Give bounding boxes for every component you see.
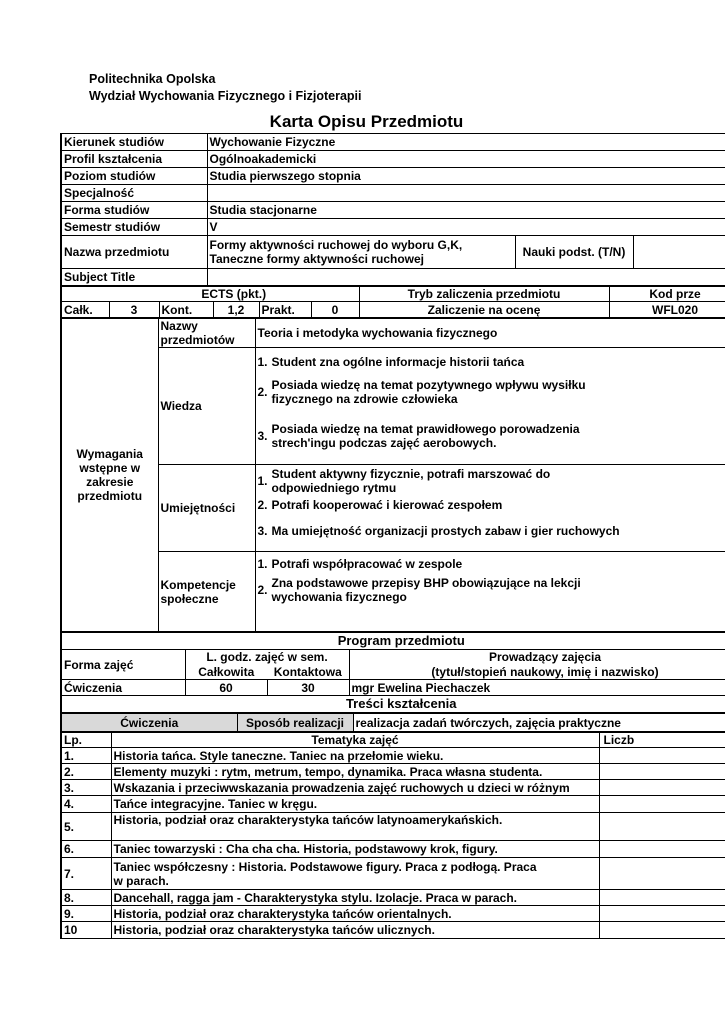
table-row: 3. Wskazania i przeciwwskazania prowadzenia zajęć ruchowych u dzieci w różnym bbox=[61, 780, 725, 796]
table-row: 5. Historia, podział oraz charakterystyka tańców latynoamerykańskich. bbox=[61, 813, 725, 841]
semestr-label: Semestr studiów bbox=[61, 219, 207, 236]
kompetencje-label: Kompetencje społeczne bbox=[158, 552, 255, 632]
calkowita-label: Całkowita bbox=[185, 665, 267, 680]
wiedza-item: 3. Posiada wiedzę na temat prawidłowego porowadzenia strech'ingu podczas zajęć aerobowych. bbox=[257, 422, 580, 450]
wymagania-label: Wymagania wstępne w zakresie przedmiotu bbox=[61, 319, 158, 632]
university-name: Politechnika Opolska bbox=[89, 72, 216, 86]
row-forma: Ćwiczenia bbox=[61, 680, 185, 696]
specjalnosc-value bbox=[207, 185, 725, 202]
requirements-table bbox=[60, 318, 725, 632]
sposob-table bbox=[60, 713, 725, 732]
kont-value: 1,2 bbox=[213, 302, 259, 318]
semestr-value: V bbox=[207, 219, 725, 236]
nazwa-przedmiotu-label: Nazwa przedmiotu bbox=[61, 236, 207, 269]
cwiczenia-label: Ćwiczenia bbox=[61, 714, 237, 732]
ects-table bbox=[60, 286, 725, 318]
nauki-podst-label: Nauki podst. (T/N) bbox=[515, 236, 633, 269]
table-row: 7. Taniec współczesny : Historia. Podstawowe figury. Praca z podłogą. Praca w parach. bbox=[61, 858, 725, 890]
info-table bbox=[60, 133, 725, 286]
lp-label: Lp. bbox=[61, 733, 111, 748]
nauki-podst-value bbox=[633, 236, 725, 269]
umiejetnosci-label: Umiejętności bbox=[158, 465, 255, 552]
prakt-label: Prakt. bbox=[259, 302, 311, 318]
row-calkowita: 60 bbox=[185, 680, 267, 696]
kod-przedmiotu-label: Kod prze bbox=[609, 287, 725, 302]
poziom-label: Poziom studiów bbox=[61, 168, 207, 185]
table-row: 10 Historia, podział oraz charakterystyka tańców ulicznych. bbox=[61, 922, 725, 939]
tematyka-label: Tematyka zajęć bbox=[111, 733, 599, 748]
kierunek-value: Wychowanie Fizyczne bbox=[207, 134, 725, 151]
wiedza-item: 1. Student zna ogólne informacje historii tańca bbox=[257, 354, 525, 369]
kompetencje-item: 1. Potrafi współpracować w zespole bbox=[257, 556, 463, 571]
program-table bbox=[60, 632, 725, 713]
forma-studiow-label: Forma studiów bbox=[61, 202, 207, 219]
table-row: 2. Elementy muzyki : rytm, metrum, tempo, dynamika. Praca własna studenta. bbox=[61, 764, 725, 780]
nazwy-przedmiotow-label: Nazwy przedmiotów bbox=[158, 319, 255, 348]
forma-zajec-label: Forma zajęć bbox=[61, 650, 185, 680]
wiedza-list bbox=[255, 348, 725, 465]
nazwa-przedmiotu-value: Formy aktywności ruchowej do wyboru G,K, Taneczne formy aktywności ruchowej bbox=[207, 236, 515, 269]
subject-title-label: Subject Title bbox=[61, 269, 207, 286]
card-table-frame bbox=[60, 133, 725, 945]
wiedza-item: 2. Posiada wiedzę na temat pozytywnego wpływu wysiłku fizycznego na zdrowie człowieka bbox=[257, 378, 586, 406]
ects-label: ECTS (pkt.) bbox=[109, 287, 359, 302]
row-prowadzacy: mgr Ewelina Piechaczek bbox=[349, 680, 725, 696]
subject-title-value bbox=[207, 269, 725, 286]
sposob-value: realizacja zadań twórczych, zajęcia praktyczne bbox=[353, 714, 725, 732]
umiejetnosci-list bbox=[255, 465, 725, 552]
kompetencje-item: 2. Zna podstawowe przepisy BHP obowiązujące na lekcji wychowania fizycznego bbox=[257, 576, 581, 604]
table-row: 4. Tańce integracyjne. Taniec w kręgu. bbox=[61, 796, 725, 813]
topics-table bbox=[60, 732, 725, 939]
tryb-zaliczenia-value: Zaliczenie na ocenę bbox=[359, 302, 609, 318]
profil-label: Profil kształcenia bbox=[61, 151, 207, 168]
prowadzacy-label: Prowadzący zajęcia bbox=[349, 650, 725, 665]
liczba-label: Liczb bbox=[599, 733, 725, 748]
row-kontaktowa: 30 bbox=[267, 680, 349, 696]
faculty-name: Wydział Wychowania Fizycznego i Fizjoterapii bbox=[89, 89, 362, 103]
tryb-zaliczenia-label: Tryb zaliczenia przedmiotu bbox=[359, 287, 609, 302]
table-row: 1. Historia tańca. Style taneczne. Taniec na przełomie wieku. bbox=[61, 748, 725, 764]
umiejetnosci-item: 3. Ma umiejętność organizacji prostych zabaw i gier ruchowych bbox=[257, 523, 620, 538]
tresci-title: Treści kształcenia bbox=[61, 696, 725, 713]
umiejetnosci-item: 2. Potrafi kooperować i kierować zespołem bbox=[257, 497, 503, 512]
prowadzacy-sub-label: (tytuł/stopień naukowy, imię i nazwisko) bbox=[349, 665, 725, 680]
specjalnosc-label: Specjalność bbox=[61, 185, 207, 202]
program-title: Program przedmiotu bbox=[61, 633, 725, 650]
kont-label: Kont. bbox=[159, 302, 213, 318]
table-row: 8. Dancehall, ragga jam - Charakterystyka stylu. Izolacje. Praca w parach. bbox=[61, 890, 725, 906]
calk-value: 3 bbox=[109, 302, 159, 318]
table-row: 6. Taniec towarzyski : Cha cha cha. Historia, podstawowy krok, figury. bbox=[61, 841, 725, 858]
calk-label: Całk. bbox=[61, 302, 109, 318]
sposob-label: Sposób realizacji bbox=[237, 714, 353, 732]
kod-przedmiotu-value: WFL020 bbox=[609, 302, 725, 318]
poziom-value: Studia pierwszego stopnia bbox=[207, 168, 725, 185]
kontaktowa-label: Kontaktowa bbox=[267, 665, 349, 680]
kierunek-label: Kierunek studiów bbox=[61, 134, 207, 151]
page-title: Karta Opisu Przedmiotu bbox=[269, 112, 464, 131]
nazwy-przedmiotow-value: Teoria i metodyka wychowania fizycznego bbox=[255, 319, 725, 348]
profil-value: Ogólnoakademicki bbox=[207, 151, 725, 168]
godz-label: L. godz. zajęć w sem. bbox=[185, 650, 349, 665]
table-row: 9. Historia, podział oraz charakterystyka tańców orientalnych. bbox=[61, 906, 725, 922]
prakt-value: 0 bbox=[311, 302, 359, 318]
kompetencje-list bbox=[255, 552, 725, 632]
umiejetnosci-item: 1. Student aktywny fizycznie, potrafi marszować do odpowiedniego rytmu bbox=[257, 467, 551, 495]
wiedza-label: Wiedza bbox=[158, 348, 255, 465]
forma-studiow-value: Studia stacjonarne bbox=[207, 202, 725, 219]
